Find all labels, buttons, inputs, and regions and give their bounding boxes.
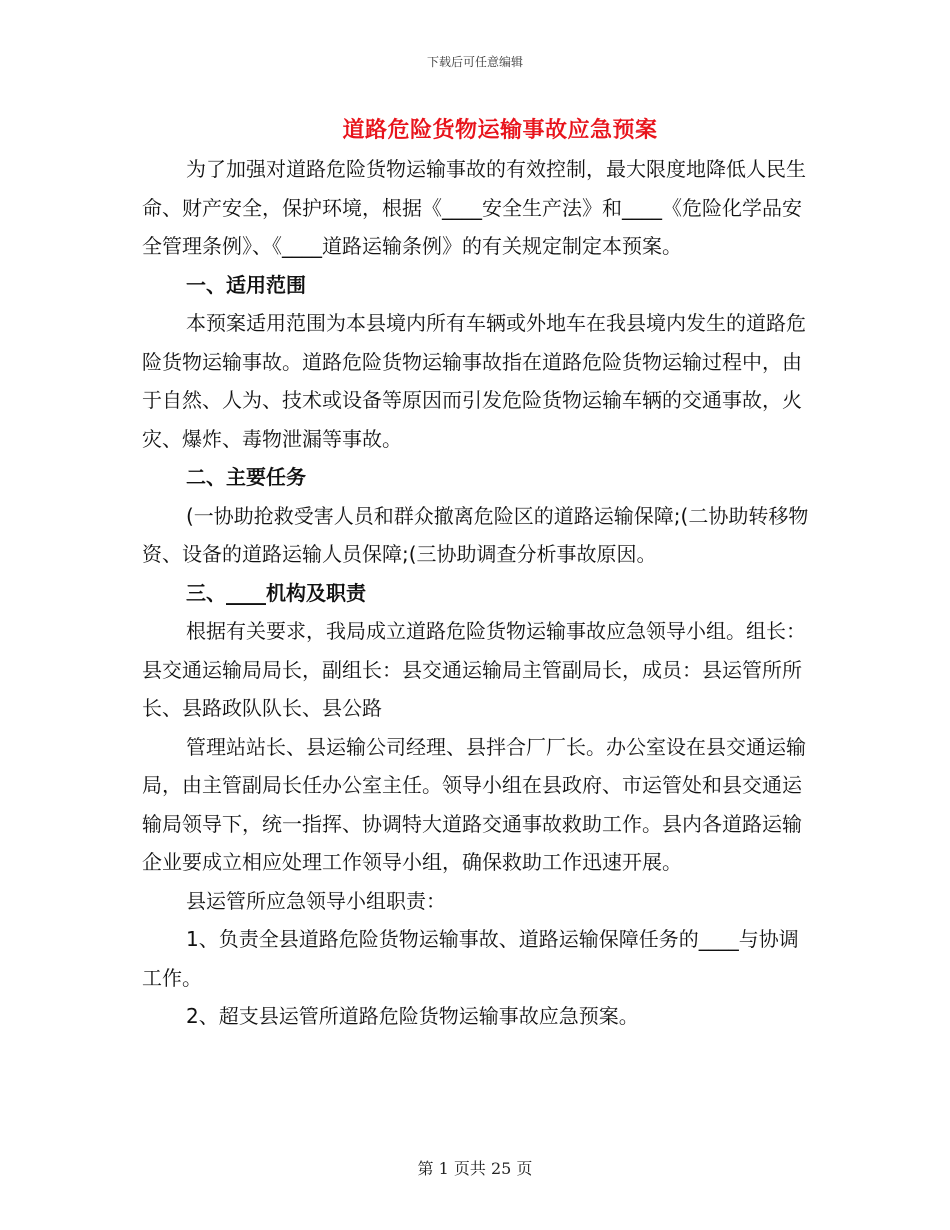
section-heading-tasks: 二、主要任务 — [186, 465, 306, 489]
document-body — [142, 150, 810, 1036]
list-item-duty-1: 1、负责全县道路危险货物运输事故、道路运输保障任务的____与协调工作。 — [142, 927, 799, 990]
section-heading-scope: 一、适用范围 — [186, 272, 306, 297]
page-footer: 第 1 页共 25 页 — [417, 1159, 533, 1178]
paragraph-duties-intro: 县运管所应急领导小组职责： — [186, 888, 446, 913]
section-heading-organization: 三、____机构及职责 — [186, 580, 366, 605]
paragraph-organization-1: 根据有关要求，我局成立道路危险货物运输事故应急领导小组。组长：县交通运输局局长，副组长：县交通运输局主管副局长，成员：县运管所所长、县路政队队长、县公路 — [142, 619, 806, 720]
paragraph-tasks: (一协助抢救受害人员和群众撤离危险区的道路运输保障;(二协助转移物资、设备的道路运输人员保障;(三协助调查分析事故原因。 — [142, 503, 809, 566]
header-note: 下载后可任意编辑 — [426, 55, 523, 69]
document-title: 道路危险货物运输事故应急预案 — [342, 118, 658, 143]
paragraph-scope: 本预案适用范围为本县境内所有车辆或外地车在我县境内发生的道路危险货物运输事故。道路危险货物运输事故指在道路危险货物运输过程中，由于自然、人为、技术或设备等原因而引发危险货物运输车辆的交通事故，火灾、爆炸、毒物泄漏等事故。 — [142, 311, 806, 451]
list-item-duty-2: 2、超支县运管所道路危险货物运输事故应急预案。 — [186, 1004, 639, 1028]
paragraph-organization-2: 管理站站长、县运输公司经理、县拌合厂厂长。办公室设在县交通运输局，由主管副局长任办公室主任。领导小组在县政府、市运管处和县交通运输局领导下，统一指挥、协调特大道路交通事故救助工作。县内各道路运输企业要成立相应处理工作领导小组，确保救助工作迅速开展。 — [142, 734, 806, 874]
paragraph-intro: 为了加强对道路危险货物运输事故的有效控制，最大限度地降低人民生命、财产安全，保护环境，根据《____安全生产法》和____《危险化学品安全管理条例》、《____道路运输条例》的有关规定制定本预案。 — [142, 157, 806, 258]
